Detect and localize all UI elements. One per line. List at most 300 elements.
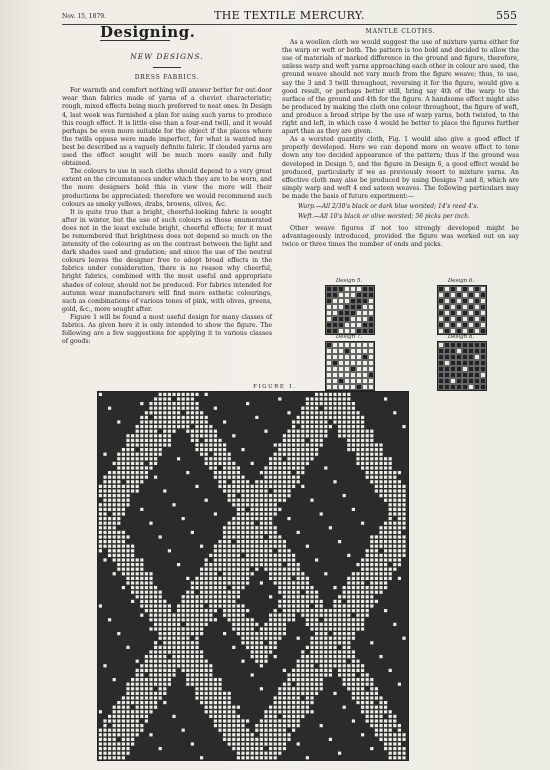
figure-cell: [324, 641, 327, 644]
figure-cell: [310, 660, 313, 663]
figure-cell: [246, 526, 249, 529]
figure-cell: [140, 614, 143, 617]
figure-cell: [168, 609, 171, 612]
figure-cell: [375, 687, 378, 690]
figure-cell: [191, 650, 194, 653]
figure-cell: [251, 756, 254, 759]
figure-cell: [246, 545, 249, 548]
figure-cell: [182, 729, 185, 732]
figure-cell: [223, 457, 226, 460]
figure-cell: [200, 453, 203, 456]
figure-cell: [232, 733, 235, 736]
figure-cell: [108, 494, 111, 497]
figure-cell: [149, 457, 152, 460]
figure-cell: [191, 669, 194, 672]
figure-cell: [255, 535, 258, 538]
figure-cell: [278, 719, 281, 722]
figure-cell: [140, 476, 143, 479]
figure-cell: [223, 577, 226, 580]
figure-cell: [398, 512, 401, 515]
figure-cell: [320, 600, 323, 603]
figure-cell: [117, 747, 120, 750]
figure-cell: [324, 434, 327, 437]
figure-cell: [361, 462, 364, 465]
figure-cell: [287, 466, 290, 469]
figure-cell: [205, 595, 208, 598]
figure-cell: [274, 462, 277, 465]
figure-cell: [287, 719, 290, 722]
figure-cell: [182, 407, 185, 410]
figure-cell: [283, 558, 286, 561]
figure-cell: [310, 646, 313, 649]
figure-cell: [297, 683, 300, 686]
figure-cell: [122, 499, 125, 502]
figure-cell: [356, 692, 359, 695]
figure-cell: [393, 549, 396, 552]
figure-cell: [375, 457, 378, 460]
figure-cell: [172, 646, 175, 649]
figure-cell: [103, 729, 106, 732]
figure-cell: [122, 701, 125, 704]
figure-cell: [260, 485, 263, 488]
figure-cell: [255, 568, 258, 571]
figure-cell: [310, 591, 313, 594]
figure-cell: [241, 545, 244, 548]
figure-cell: [283, 545, 286, 548]
figure-cell: [177, 420, 180, 423]
figure-cell: [320, 393, 323, 396]
figure-cell: [315, 669, 318, 672]
figure-cell: [117, 503, 120, 506]
figure-cell: [113, 512, 116, 515]
figure-cell: [228, 453, 231, 456]
figure-cell: [200, 443, 203, 446]
figure-cell: [117, 545, 120, 548]
figure-cell: [223, 443, 226, 446]
figure-cell: [366, 673, 369, 676]
figure-cell: [149, 402, 152, 405]
figure-cell: [333, 650, 336, 653]
figure-cell: [315, 591, 318, 594]
figure-cell: [320, 609, 323, 612]
figure-cell: [195, 627, 198, 630]
figure-cell: [347, 618, 350, 621]
figure-cell: [310, 397, 313, 400]
figure-cell: [117, 706, 120, 709]
figure-cell: [310, 618, 313, 621]
figure-cell: [126, 558, 129, 561]
figure-cell: [301, 609, 304, 612]
figure-cell: [264, 715, 267, 718]
figure-cell: [172, 627, 175, 630]
figure-cell: [343, 411, 346, 414]
figure-cell: [113, 462, 116, 465]
figure-cell: [228, 545, 231, 548]
figure-cell: [140, 729, 143, 732]
figure-cell: [393, 724, 396, 727]
figure-cell: [131, 485, 134, 488]
figure-cell: [324, 614, 327, 617]
figure-cell: [393, 485, 396, 488]
figure-cell: [182, 664, 185, 667]
figure-cell: [182, 618, 185, 621]
figure-cell: [379, 655, 382, 658]
figure-cell: [251, 558, 254, 561]
figure-cell: [269, 738, 272, 741]
figure-cell: [393, 545, 396, 548]
figure-cell: [122, 457, 125, 460]
figure-cell: [237, 489, 240, 492]
figure-cell: [310, 453, 313, 456]
figure-cell: [292, 457, 295, 460]
figure-cell: [214, 586, 217, 589]
figure-cell: [269, 512, 272, 515]
figure-cell: [393, 471, 396, 474]
figure-cell: [347, 430, 350, 433]
right-paragraph: Other weave figures if not too strongly developed might be advantageously introduced, provided the figure was worked out on say twice or three times the number of ends and picks.: [282, 225, 519, 249]
figure-cell: [186, 614, 189, 617]
figure-cell: [264, 632, 267, 635]
figure-cell: [310, 402, 313, 405]
figure-cell: [113, 710, 116, 713]
figure-cell: [278, 692, 281, 695]
figure-cell: [145, 678, 148, 681]
figure-cell: [283, 669, 286, 672]
figure-cell: [131, 476, 134, 479]
figure-cell: [168, 393, 171, 396]
figure-cell: [172, 632, 175, 635]
figure-cell: [361, 692, 364, 695]
figure-cell: [389, 729, 392, 732]
figure-cell: [343, 650, 346, 653]
figure-cell: [389, 710, 392, 713]
figure-cell: [191, 609, 194, 612]
figure-cell: [182, 660, 185, 663]
figure-cell: [232, 563, 235, 566]
figure-cell: [241, 577, 244, 580]
figure-cell: [287, 517, 290, 520]
figure-cell: [182, 655, 185, 658]
figure-cell: [172, 660, 175, 663]
figure-cell: [343, 614, 346, 617]
figure-cell: [191, 407, 194, 410]
figure-cell: [278, 738, 281, 741]
figure-cell: [283, 609, 286, 612]
figure-cell: [191, 402, 194, 405]
figure-cell: [195, 696, 198, 699]
figure-cell: [389, 489, 392, 492]
figure-cell: [126, 710, 129, 713]
figure-cell: [228, 696, 231, 699]
figure-cell: [366, 554, 369, 557]
figure-cell: [278, 600, 281, 603]
figure-cell: [301, 660, 304, 663]
figure-cell: [126, 545, 129, 548]
figure-cell: [306, 692, 309, 695]
figure-cell: [389, 545, 392, 548]
figure-cell: [292, 443, 295, 446]
figure-cell: [389, 724, 392, 727]
figure-cell: [223, 549, 226, 552]
figure-cell: [241, 660, 244, 663]
figure-cell: [269, 503, 272, 506]
figure-cell: [338, 673, 341, 676]
figure-cell: [315, 673, 318, 676]
figure-cell: [163, 416, 166, 419]
figure-cell: [269, 618, 272, 621]
figure-cell: [113, 719, 116, 722]
figure-cell: [333, 641, 336, 644]
figure-cell: [384, 733, 387, 736]
figure-cell: [320, 724, 323, 727]
figure-cell: [159, 673, 162, 676]
figure-cell: [356, 581, 359, 584]
figure-cell: [393, 411, 396, 414]
figure-cell: [278, 733, 281, 736]
figure-cell: [223, 710, 226, 713]
figure-cell: [131, 742, 134, 745]
figure-cell: [269, 549, 272, 552]
figure-cell: [333, 402, 336, 405]
figure-cell: [149, 430, 152, 433]
figure-cell: [361, 669, 364, 672]
figure-cell: [108, 499, 111, 502]
figure-cell: [347, 448, 350, 451]
figure-cell: [389, 499, 392, 502]
figure-cell: [113, 499, 116, 502]
figure-cell: [145, 687, 148, 690]
figure-cell: [103, 480, 106, 483]
figure-cell: [264, 568, 267, 571]
figure-cell: [324, 664, 327, 667]
figure-cell: [356, 416, 359, 419]
figure-cell: [260, 540, 263, 543]
figure-cell: [145, 655, 148, 658]
figure-cell: [255, 526, 258, 529]
figure-cell: [237, 609, 240, 612]
figure-cell: [145, 439, 148, 442]
figure-cell: [126, 471, 129, 474]
figure-cell: [260, 558, 263, 561]
figure-cell: [375, 466, 378, 469]
figure-cell: [223, 489, 226, 492]
figure-cell: [154, 397, 157, 400]
figure-cell: [131, 724, 134, 727]
figure-cell: [186, 632, 189, 635]
figure-cell: [324, 618, 327, 621]
figure-cell: [154, 614, 157, 617]
figure-cell: [154, 402, 157, 405]
figure-cell: [375, 545, 378, 548]
figure-cell: [255, 650, 258, 653]
figure-cell: [131, 715, 134, 718]
figure-cell: [370, 581, 373, 584]
figure-cell: [375, 692, 378, 695]
figure-cell: [237, 568, 240, 571]
figure-cell: [251, 747, 254, 750]
figure-cell: [103, 752, 106, 755]
figure-cell: [117, 540, 120, 543]
figure-cell: [172, 430, 175, 433]
figure-cell: [149, 604, 152, 607]
figure-cell: [149, 466, 152, 469]
figure-cell: [292, 430, 295, 433]
figure-cell: [168, 669, 171, 672]
figure-cell: [145, 715, 148, 718]
figure-cell: [292, 614, 295, 617]
figure-cell: [228, 577, 231, 580]
figure-cell: [241, 618, 244, 621]
figure-cell: [375, 710, 378, 713]
figure-cell: [389, 669, 392, 672]
figure-cell: [283, 600, 286, 603]
warp-spec: Warp.—All 2/30's black or dark blue worsted; 14's reed 4's.: [298, 202, 479, 210]
figure-cell: [136, 591, 139, 594]
figure-cell: [329, 416, 332, 419]
figure-cell: [159, 397, 162, 400]
figure-cell: [375, 715, 378, 718]
figure-cell: [301, 453, 304, 456]
figure-cell: [232, 558, 235, 561]
figure-cell: [352, 416, 355, 419]
figure-cell: [177, 664, 180, 667]
figure-cell: [154, 416, 157, 419]
figure-cell: [310, 411, 313, 414]
figure-cell: [278, 466, 281, 469]
figure-cell: [154, 600, 157, 603]
figure-cell: [366, 558, 369, 561]
figure-cell: [347, 650, 350, 653]
figure-cell: [209, 425, 212, 428]
figure-cell: [260, 499, 263, 502]
design-7: [325, 334, 373, 391]
figure-cell: [241, 517, 244, 520]
figure-cell: [269, 637, 272, 640]
figure-cell: [232, 489, 235, 492]
figure-cell: [366, 595, 369, 598]
figure-cell: [113, 752, 116, 755]
figure-cell: [126, 729, 129, 732]
figure-cell: [301, 701, 304, 704]
figure-cell: [324, 655, 327, 658]
figure-cell: [278, 747, 281, 750]
figure-cell: [205, 425, 208, 428]
figure-cell: [251, 641, 254, 644]
figure-cell: [356, 462, 359, 465]
figure-cell: [113, 715, 116, 718]
figure-cell: [182, 393, 185, 396]
figure-cell: [370, 476, 373, 479]
figure-cell: [136, 462, 139, 465]
figure-cell: [370, 540, 373, 543]
figure-cell: [398, 563, 401, 566]
figure-cell: [361, 430, 364, 433]
figure-cell: [393, 568, 396, 571]
figure-cell: [140, 604, 143, 607]
figure-cell: [228, 522, 231, 525]
figure-cell: [145, 420, 148, 423]
figure-cell: [283, 586, 286, 589]
figure-cell: [384, 586, 387, 589]
figure-cell: [186, 402, 189, 405]
figure-cell: [223, 540, 226, 543]
figure-cell: [149, 407, 152, 410]
figure-cell: [375, 535, 378, 538]
figure-cell: [131, 462, 134, 465]
figure-label: FIGURE 1.: [253, 384, 297, 390]
figure-cell: [131, 443, 134, 446]
figure-cell: [241, 522, 244, 525]
figure-cell: [310, 595, 313, 598]
figure-cell: [182, 627, 185, 630]
figure-cell: [343, 591, 346, 594]
figure-cell: [214, 687, 217, 690]
figure-cell: [379, 480, 382, 483]
figure-cell: [361, 600, 364, 603]
figure-cell: [191, 632, 194, 635]
figure-cell: [264, 623, 267, 626]
figure-cell: [113, 531, 116, 534]
figure-cell: [154, 623, 157, 626]
figure-cell: [241, 724, 244, 727]
figure-cell: [306, 430, 309, 433]
figure-cell: [209, 683, 212, 686]
figure-cell: [246, 752, 249, 755]
figure-cell: [375, 696, 378, 699]
figure-cell: [168, 673, 171, 676]
figure-cell: [223, 701, 226, 704]
figure-cell: [375, 706, 378, 709]
figure-cell: [223, 453, 226, 456]
figure-cell: [131, 733, 134, 736]
figure-cell: [384, 480, 387, 483]
figure-cell: [218, 586, 221, 589]
figure-cell: [366, 710, 369, 713]
figure-cell: [361, 522, 364, 525]
figure-cell: [108, 526, 111, 529]
figure-cell: [241, 549, 244, 552]
figure-cell: [232, 623, 235, 626]
figure-cell: [172, 655, 175, 658]
figure-cell: [352, 618, 355, 621]
figure-cell: [379, 476, 382, 479]
figure-cell: [108, 554, 111, 557]
figure-cell: [402, 508, 405, 511]
figure-cell: [278, 627, 281, 630]
figure-cell: [315, 420, 318, 423]
figure-cell: [191, 655, 194, 658]
figure-cell: [149, 443, 152, 446]
figure-cell: [126, 535, 129, 538]
figure-cell: [218, 448, 221, 451]
figure-cell: [113, 706, 116, 709]
figure-cell: [205, 586, 208, 589]
left-paragraph: It is quite true that a bright, cheerful-looking fabric is sought after in winter, but the use of such colours as those enumerated does not in the least exclude bright, cheerful effects; for it must be remembered that brightness does not depend so much on the intensity of the colouring as on the contrast between the light and dark shades used and gradation; and since the use of the neutral colours leaves the designer free to adopt broad effects in the fabrics under consideration, there is no reason why cheerful, bright fabrics, combined with the most useful and appropriate shades of colour, should not be produced. For fabrics intended for autumn wear manufacturers will find more esthetic colourings, such as combinations of various tones of pink, with olives, greens, gold, &c., more sought after.: [62, 208, 272, 313]
figure-cell: [251, 499, 254, 502]
figure-cell: [384, 531, 387, 534]
figure-cell: [163, 489, 166, 492]
figure-cell: [278, 586, 281, 589]
figure-cell: [241, 756, 244, 759]
figure-cell: [352, 581, 355, 584]
figure-cell: [140, 687, 143, 690]
figure-cell: [159, 420, 162, 423]
figure-cell: [177, 646, 180, 649]
figure-cell: [310, 673, 313, 676]
figure-cell: [131, 729, 134, 732]
figure-cell: [113, 724, 116, 727]
figure-cell: [200, 618, 203, 621]
